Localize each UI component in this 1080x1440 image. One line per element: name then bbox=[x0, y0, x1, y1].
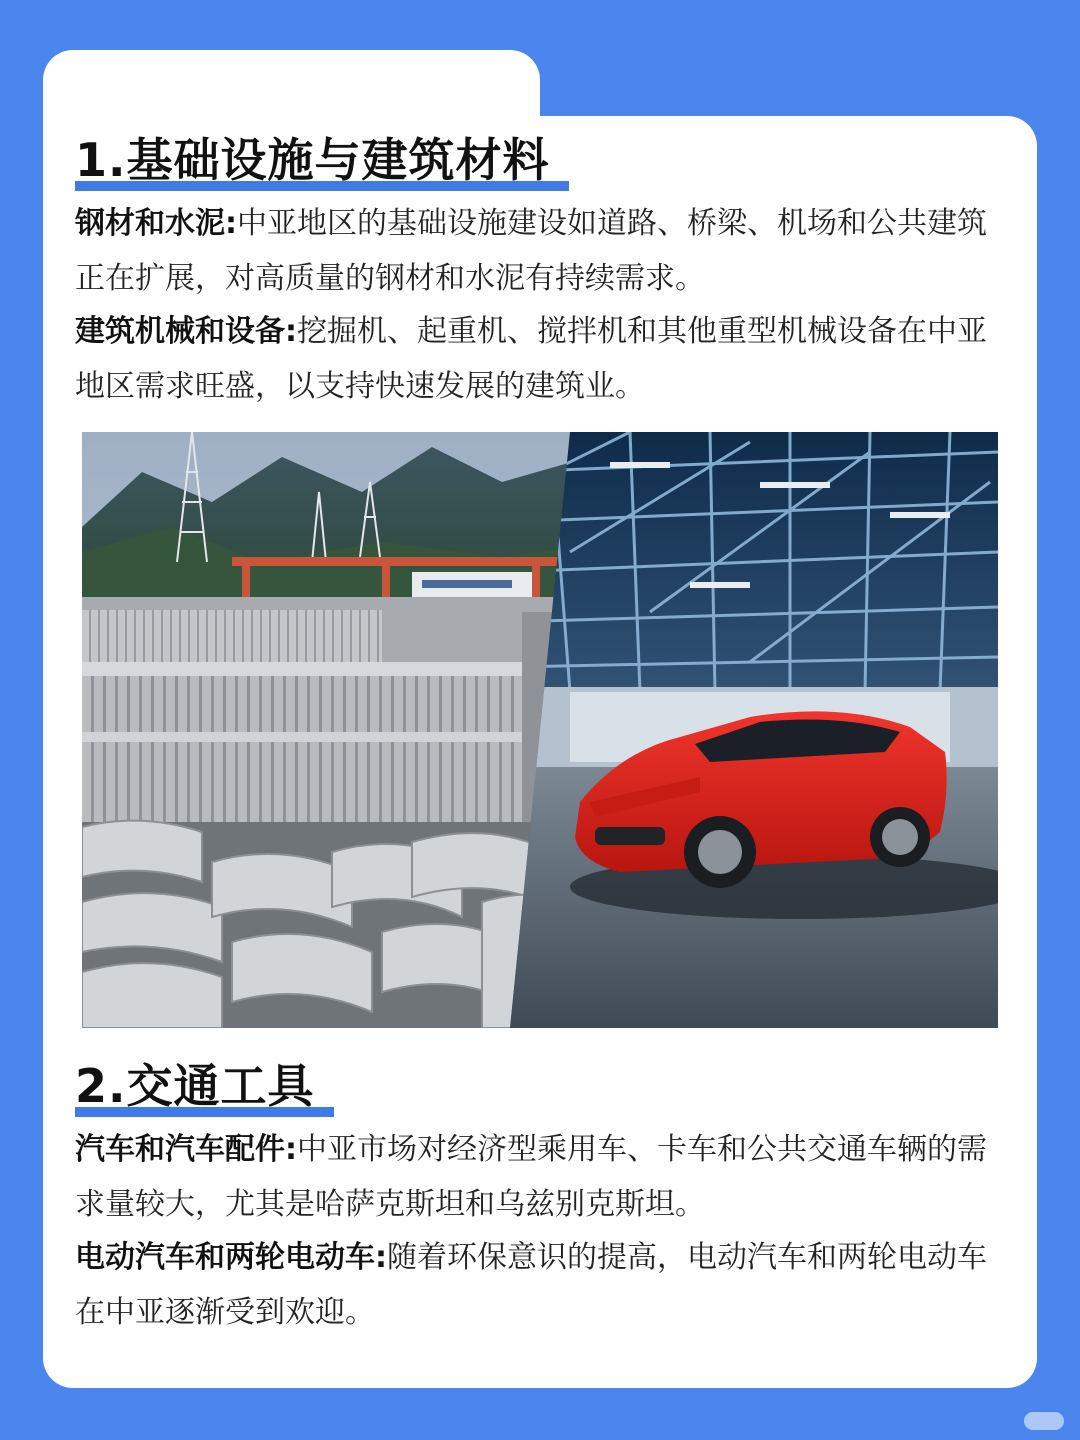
section2-title bbox=[75, 1058, 334, 1114]
item-text: 中亚地区的基础设施建设如道路、桥梁、机场和公共建筑正在扩展，对高质量的钢材和水泥有持续需求。 bbox=[75, 206, 987, 296]
concrete-segments-photo bbox=[82, 432, 572, 1028]
section2-item-autos bbox=[75, 1122, 1005, 1232]
item-label: 钢材和水泥: bbox=[75, 206, 237, 241]
item-text: 挖掘机、起重机、搅拌机和其他重型机械设备在中亚地区需求旺盛，以支持快速发展的建筑业。 bbox=[75, 314, 987, 404]
watermark bbox=[1024, 1412, 1064, 1430]
section1-title-text: 1.基础设施与建筑材料 bbox=[75, 133, 550, 187]
item-label: 汽车和汽车配件: bbox=[75, 1132, 297, 1167]
item-label: 建筑机械和设备: bbox=[75, 314, 297, 349]
item-text: 随着环保意识的提高，电动汽车和两轮电动车在中亚逐渐受到欢迎。 bbox=[75, 1240, 987, 1330]
section1-item-machinery bbox=[75, 304, 1005, 414]
item-text: 中亚市场对经济型乘用车、卡车和公共交通车辆的需求量较大，尤其是哈萨克斯坦和乌兹别克斯坦。 bbox=[75, 1132, 987, 1222]
item-label: 电动汽车和两轮电动车: bbox=[75, 1240, 387, 1275]
section1-item-steel bbox=[75, 196, 1005, 306]
red-suv-photo bbox=[510, 432, 998, 1028]
section1-title bbox=[75, 132, 569, 188]
section2-title-text: 2.交通工具 bbox=[75, 1059, 315, 1113]
section2-item-ev bbox=[75, 1230, 1005, 1340]
